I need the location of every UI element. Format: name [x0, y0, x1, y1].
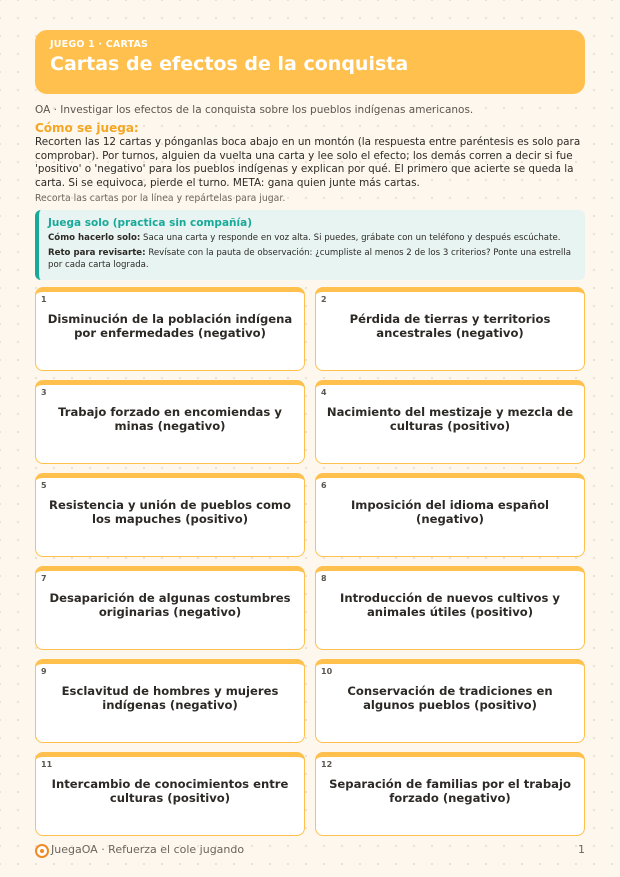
- game-kicker: JUEGO 1 · CARTAS: [50, 39, 149, 50]
- title-banner: [35, 30, 585, 94]
- solo-how-label: Cómo hacerlo solo:: [48, 233, 141, 243]
- card-number: 11: [41, 760, 53, 769]
- effect-card[interactable]: [315, 473, 585, 557]
- page-title: Cartas de efectos de la conquista: [50, 53, 409, 75]
- page-footer: [35, 843, 585, 859]
- effect-card[interactable]: [315, 659, 585, 743]
- card-effect-text: Intercambio de conocimientos entre culturas (positivo): [51, 777, 289, 805]
- learning-objective: OA · Investigar los efectos de la conquista sobre los pueblos indígenas americanos.: [35, 104, 474, 116]
- effect-card[interactable]: [35, 659, 305, 743]
- card-number: 2: [321, 295, 327, 304]
- effect-card[interactable]: [315, 287, 585, 371]
- effect-card[interactable]: [35, 380, 305, 464]
- solo-how-text: Saca una carta y responde en voz alta. Si puedes, grábate con un teléfono y después escúchate.: [143, 233, 561, 243]
- solo-how-line: [48, 232, 575, 244]
- effect-card[interactable]: [35, 566, 305, 650]
- card-effect-text: Desaparición de algunas costumbres originarias (negativo): [49, 591, 291, 619]
- card-effect-text: Trabajo forzado en encomiendas y minas (negativo): [58, 405, 282, 433]
- card-effect-text: Resistencia y unión de pueblos como los mapuches (positivo): [49, 498, 291, 526]
- card-number: 9: [41, 667, 47, 676]
- page-number: 1: [578, 843, 585, 856]
- card-effect-text: Nacimiento del mestizaje y mezcla de culturas (positivo): [326, 405, 574, 433]
- card-number: 5: [41, 481, 47, 490]
- card-effect-text: Conservación de tradiciones en algunos pueblos (positivo): [347, 684, 553, 712]
- how-to-play-text: Recorten las 12 cartas y pónganlas boca abajo en un montón (la respuesta entre paréntesis es solo para comprobar). Por turnos, alguien da vuelta una carta y lee solo el efecto; los demás corren a decir si fue 'positivo' o 'negativo' para los pueblos indígenas y explican por qué. El primero que acierte se queda la carta. Si se equivoca, pierde el turno. META: gana quien junte más cartas.: [35, 136, 581, 189]
- card-number: 4: [321, 388, 327, 397]
- card-number: 8: [321, 574, 327, 583]
- card-number: 12: [321, 760, 333, 769]
- card-effect-text: Esclavitud de hombres y mujeres indígenas (negativo): [61, 684, 279, 712]
- card-number: 3: [41, 388, 47, 397]
- juegaoa-logo-icon: [35, 844, 49, 858]
- effect-card[interactable]: [315, 380, 585, 464]
- card-effect-text: Imposición del idioma español (negativo): [350, 498, 550, 526]
- card-effect-text: Disminución de la población indígena por enfermedades (negativo): [47, 312, 293, 340]
- effect-card[interactable]: [35, 473, 305, 557]
- effect-card[interactable]: [35, 752, 305, 836]
- solo-review-label: Reto para revisarte:: [48, 248, 146, 258]
- card-effect-text: Pérdida de tierras y territorios ancestrales (negativo): [349, 312, 551, 340]
- effect-card[interactable]: [35, 287, 305, 371]
- footer-brand: JuegaOA · Refuerza el cole jugando: [51, 843, 245, 856]
- solo-review-text: Revísate con la pauta de observación: ¿cumpliste al menos 2 de los 3 criterios? Ponte una estrella por cada carta lograda.: [48, 248, 571, 270]
- solo-play-box: [35, 210, 585, 280]
- card-number: 1: [41, 295, 47, 304]
- card-number: 6: [321, 481, 327, 490]
- card-number: 10: [321, 667, 333, 676]
- card-effect-text: Separación de familias por el trabajo forzado (negativo): [329, 777, 571, 805]
- solo-review-line: [48, 247, 575, 271]
- effect-card[interactable]: [315, 752, 585, 836]
- card-number: 7: [41, 574, 47, 583]
- how-to-play-heading: Cómo se juega:: [35, 121, 139, 135]
- cut-instructions: Recorta las cartas por la línea y repártelas para jugar.: [35, 193, 286, 204]
- card-effect-text: Introducción de nuevos cultivos y animales útiles (positivo): [340, 591, 560, 619]
- effect-card[interactable]: [315, 566, 585, 650]
- solo-heading: Juega solo (practica sin compañía): [48, 217, 252, 229]
